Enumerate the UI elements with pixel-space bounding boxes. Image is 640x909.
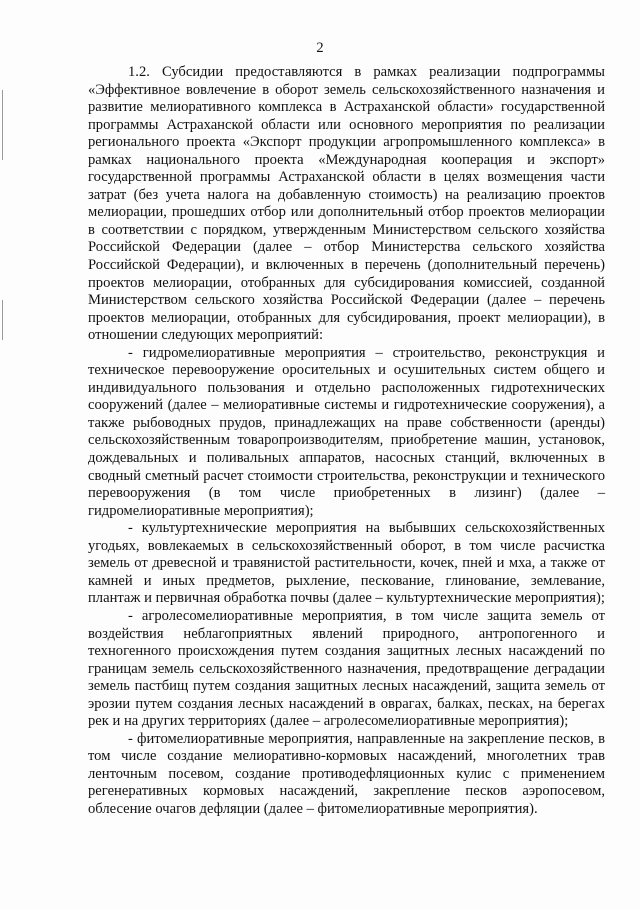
paragraph-culture: - культуртехнические мероприятия на выбывших сельскохозяйственных угодьях, вовлекаемых в сельскохозяйственный оборот, в том числе расчистка земель от древесной и травянистой растительности, кочек, пней и мха, а также от камней и иных предметов, рыхление, пескование, глинование, землевание, плантаж и первичная обработка почвы (далее – культуртехнические мероприятия); (88, 520, 605, 607)
paragraph-phyto: - фитомелиоративные мероприятия, направленные на закрепление песков, в том числе создание мелиоративно-кормовых насаждений, многолетних трав ленточным посевом, создание противодефляционных кулис с применением регенеративных кормовых насаждений, закрепление песков аэропосевом, облесение очагов дефляции (далее – фитомелиоративные мероприятия). (88, 730, 605, 817)
paragraph-agroforest: - агролесомелиоративные мероприятия, в том числе защита земель от воздействия неблагоприятных явлений природного, антропогенного и техногенного происхождения путем создания защитных лесных насаждений по границам земель сельскохозяйственного назначения, предотвращение деградации земель пастбищ путем создания защитных лесных насаждений, защита земель от эрозии путем создания лесных насаждений в оврагах, балках, песках, на берегах рек и на других территориях (далее – агролесомелиоративные мероприятия); (88, 607, 605, 730)
document-body (88, 64, 605, 819)
scan-edge-mark (2, 90, 3, 160)
paragraph-intro: 1.2. Субсидии предоставляются в рамках реализации подпрограммы «Эффективное вовлечение в оборот земель сельскохозяйственного назначения и развитие мелиоративного комплекса в Астраханской области» государственной программы Астраханской области или основного мероприятия по реализации регионального проекта «Экспорт продукции агропромышленного комплекса» в рамках национального проекта «Международная кооперация и экспорт» государственной программы Астраханской области в целях возмещения части затрат (без учета налога на добавленную стоимость) на реализацию проектов мелиорации, прошедших отбор или дополнительный отбор проектов мелиорации в соответствии с порядком, утвержденным Министерством сельского хозяйства Российской Федерации (далее – отбор Министерства сельского хозяйства Российской Федерации), и включенных в перечень (дополнительный перечень) проектов мелиорации, отобранных для субсидирования комиссией, созданной Министерством сельского хозяйства Российской Федерации (далее – перечень проектов мелиорации, отобранных для субсидирования, проект мелиорации), в отношении следующих мероприятий: (88, 64, 605, 344)
scan-edge-mark (2, 300, 3, 340)
page-number: 2 (316, 40, 324, 56)
paragraph-hydro: - гидромелиоративные мероприятия – строительство, реконструкция и техническое перевооружение оросительных и осушительных систем общего и индивидуального пользования и отдельно расположенных гидротехнических сооружений (далее – мелиоративные системы и гидротехнические сооружения), а также рыбоводных прудов, принадлежащих на праве собственности (аренды) сельскохозяйственным товаропроизводителям, приобретение машин, установок, дождевальных и поливальных аппаратов, насосных станций, включенных в сводный сметный расчет стоимости строительства, реконструкции и технического перевооружения (в том числе приобретенных в лизинг) (далее – гидромелиоративные мероприятия); (88, 344, 605, 519)
